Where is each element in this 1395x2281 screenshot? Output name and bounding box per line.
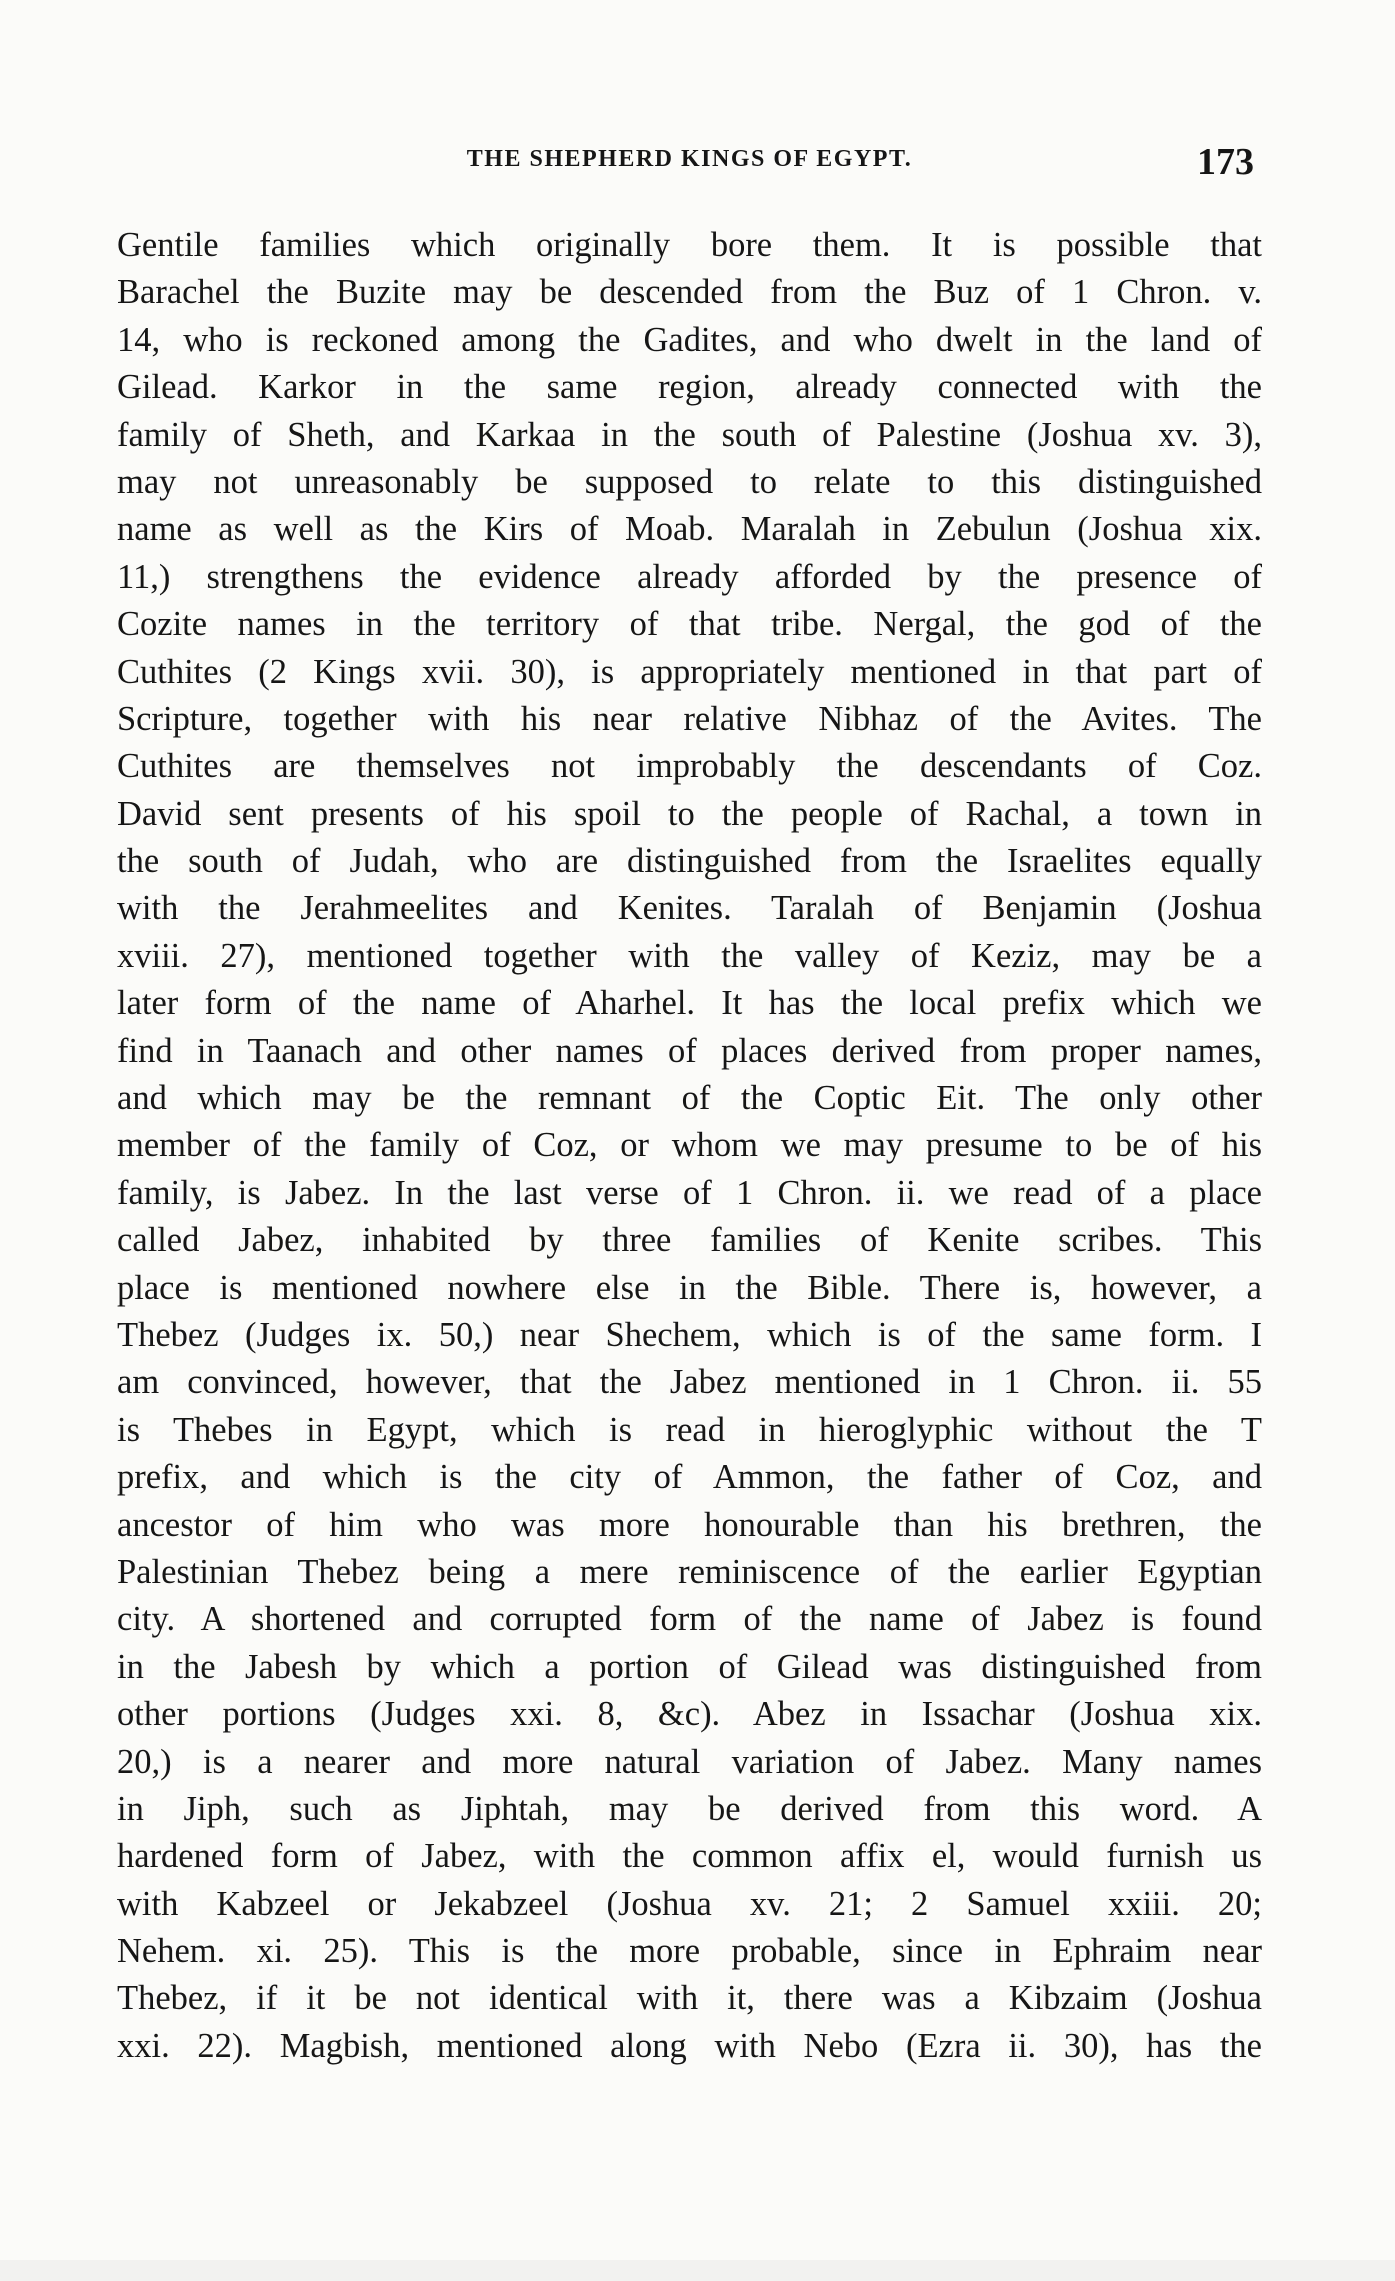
text-line: ancestor of him who was more honourable than his brethren, the — [117, 1505, 1262, 1544]
text-line: in Jiph, such as Jiphtah, may be derived from this word. A — [117, 1789, 1262, 1828]
text-line: find in Taanach and other names of places derived from proper names, — [117, 1031, 1262, 1070]
text-line: the south of Judah, who are distinguished from the Israelites equally — [117, 842, 1262, 881]
text-line: xxi. 22). Magbish, mentioned along with Nebo (Ezra ii. 30), has the — [117, 2026, 1262, 2065]
text-line: Barachel the Buzite may be descended from the Buz of 1 Chron. v. — [117, 273, 1262, 312]
page-number: 173 — [1197, 141, 1254, 183]
text-line: name as well as the Kirs of Moab. Maralah in Zebulun (Joshua xix. — [117, 510, 1262, 549]
page-header — [117, 140, 1262, 196]
text-line: with the Jerahmeelites and Kenites. Taralah of Benjamin (Joshua — [117, 889, 1262, 928]
text-line: Scripture, together with his near relative Nibhaz of the Avites. The — [117, 699, 1262, 738]
text-line: other portions (Judges xxi. 8, &c). Abez in Issachar (Joshua xix. — [117, 1695, 1262, 1734]
page-bottom-edge — [0, 2260, 1395, 2281]
text-line: family of Sheth, and Karkaa in the south of Palestine (Joshua xv. 3), — [117, 415, 1262, 454]
text-line: later form of the name of Aharhel. It has the local prefix which we — [117, 984, 1262, 1023]
text-line: Gilead. Karkor in the same region, already connected with the — [117, 368, 1262, 407]
text-line: city. A shortened and corrupted form of the name of Jabez is found — [117, 1600, 1262, 1639]
text-line: is Thebes in Egypt, which is read in hieroglyphic without the T — [117, 1410, 1262, 1449]
text-line: 14, who is reckoned among the Gadites, and who dwelt in the land of — [117, 320, 1262, 359]
text-line: with Kabzeel or Jekabzeel (Joshua xv. 21; 2 Samuel xxiii. 20; — [117, 1884, 1262, 1923]
text-line: Cuthites are themselves not improbably the descendants of Coz. — [117, 747, 1262, 786]
text-line: place is mentioned nowhere else in the Bible. There is, however, a — [117, 1268, 1262, 1307]
body-text — [117, 222, 1262, 2070]
text-line: called Jabez, inhabited by three families of Kenite scribes. This — [117, 1221, 1262, 1260]
text-line: 20,) is a nearer and more natural variation of Jabez. Many names — [117, 1742, 1262, 1781]
text-line: Cuthites (2 Kings xvii. 30), is appropriately mentioned in that part of — [117, 652, 1262, 691]
text-line: Nehem. xi. 25). This is the more probable, since in Ephraim near — [117, 1932, 1262, 1971]
text-line: xviii. 27), mentioned together with the valley of Keziz, may be a — [117, 936, 1262, 975]
text-line: may not unreasonably be supposed to relate to this distinguished — [117, 462, 1262, 501]
running-title: THE SHEPHERD KINGS OF EGYPT. — [466, 146, 913, 172]
text-line: Thebez, if it be not identical with it, there was a Kibzaim (Joshua — [117, 1979, 1262, 2018]
text-line: family, is Jabez. In the last verse of 1 Chron. ii. we read of a place — [117, 1173, 1262, 1212]
text-line: Cozite names in the territory of that tribe. Nergal, the god of the — [117, 605, 1262, 644]
text-line: in the Jabesh by which a portion of Gilead was distinguished from — [117, 1647, 1262, 1686]
text-line: 11,) strengthens the evidence already afforded by the presence of — [117, 557, 1262, 596]
text-line: Palestinian Thebez being a mere reminiscence of the earlier Egyptian — [117, 1552, 1262, 1591]
text-line: am convinced, however, that the Jabez mentioned in 1 Chron. ii. 55 — [117, 1363, 1262, 1402]
text-line: hardened form of Jabez, with the common affix el, would furnish us — [117, 1837, 1262, 1876]
text-line: David sent presents of his spoil to the people of Rachal, a town in — [117, 794, 1262, 833]
text-line: member of the family of Coz, or whom we may presume to be of his — [117, 1126, 1262, 1165]
text-line: Thebez (Judges ix. 50,) near Shechem, which is of the same form. I — [117, 1315, 1262, 1354]
text-line: and which may be the remnant of the Coptic Eit. The only other — [117, 1079, 1262, 1118]
text-line: Gentile families which originally bore them. It is possible that — [117, 226, 1262, 264]
text-line: prefix, and which is the city of Ammon, the father of Coz, and — [117, 1458, 1262, 1497]
